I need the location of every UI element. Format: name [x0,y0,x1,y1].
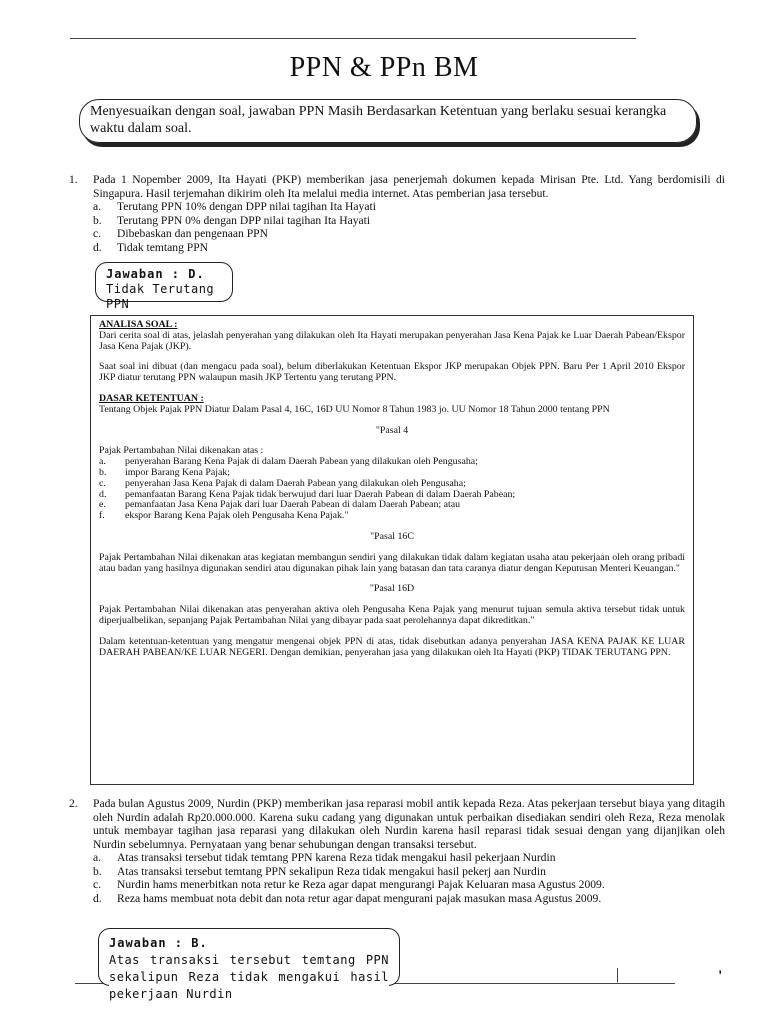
pasal-4-item-e: e. pemanfaatan Jasa Kena Pajak dari luar Daerah Pabean di dalam Daerah Pabean; atau [99,499,461,511]
analysis-paragraph-2: Saat soal ini dibuat (dan mengacu pada soal), belum diberlakukan Ketentuan Ekspor JKP merupakan Objek PPN. Baru Per 1 April 2010 Ekspor JKP diatur terutang PPN walaupun masih JKP Tertentu yang terutang PPN. [99,361,685,384]
pasal-4-item-c: c. penyerahan Jasa Kena Pajak di dalam Daerah Pabean yang dilakukan oleh Pengusaha; [99,477,466,489]
pasal-4-item-f: f. ekspor Barang Kena Pajak oleh Pengusaha Kena Pajak." [99,510,349,522]
pasal-4-item-a: a. penyerahan Barang Kena Pajak di dalam Daerah Pabean yang dilakukan oleh Pengusaha; [99,456,478,468]
option-a: a. Atas transaksi tersebut tidak temtang PPN karena Reza tidak mengakui hasil pekerjaan Nurdin [93,851,556,864]
pasal-16d-title: "Pasal 16D [369,583,415,595]
pasal-16d-text: Pajak Pertambahan Nilai dikenakan atas penyerahan aktiva oleh Pengusaha Kena Pajak yang menurut tujuan semula aktiva tersebut tidak untuk diperjualbelikan, sepanjang Pajak Pertambahan Nilai yang dibayar pada saat perolehannya dapat dikreditkan." [99,604,685,626]
question-text: Pada 1 Nopember 2009, Ita Hayati (PKP) memberikan jasa penerjemah dokumen kepada Mirisan Pte. Ltd. Yang berdomisili di Singapura. Hasil terjemahan dikirim oleh Ita melalui media internet. Atas pemberian jasa tersebut. [93,173,725,200]
legal-basis-text: Tentang Objek Pajak PPN Diatur Dalam Pasal 4, 16C, 16D UU Nomor 8 Tahun 1983 jo. UU Nomor 18 Tahun 2000 tentang PPN [99,403,610,415]
pasal-4-item-d: d. pemanfaatan Barang Kena Pajak tidak berwujud dari luar Daerah Pabean di dalam Daerah Pabean; [99,488,516,500]
legal-basis-heading: DASAR KETENTUAN : [99,392,204,404]
question-number: 2. [69,797,78,810]
answer-box-2 [98,928,400,1001]
pasal-4-title: "Pasal 4 [375,424,409,436]
answer-text: Atas transaksi tersebut temtang PPN sekalipun Reza tidak mengakui hasil pekerjaan Nurdin [109,953,389,1001]
option-d: d. Tidak temtang PPN [93,240,209,254]
question-text: Pada bulan Agustus 2009, Nurdin (PKP) memberikan jasa reparasi mobil antik kepada Reza. Atas pekerjaan tersebut biaya yang ditagih oleh Nurdin adalah Rp20.000.000. Karena suku cadang yang digunakan untuk perbaikan disediakan sendiri oleh Reza, Reza menolak untuk membayar tagihan jasa reparasi yang dilakukan oleh Nurdin karena hasil reparasi tidak sesuai dengan yang dijanjikan oleh Nurdin sebelumnya. Pernyataan yang benar sehubungan dengan transaksi tersebut. [93,797,725,851]
analysis-paragraph-1: Dari cerita soal di atas, jelaslah penyerahan yang dilakukan oleh Ita Hayati merupakan penyerahan Jasa Kena Pajak ke Luar Daerah Pabean/Ekspor Jasa Kena Pajak (JKP). [99,329,685,352]
option-c: c. Dibebaskan dan pengenaan PPN [93,227,269,240]
pasal-16c-title: "Pasal 16C [370,530,414,542]
page-mark-pipe: | [616,966,620,983]
option-b: b. Terutang PPN 0% dengan DPP nilai tagihan Ita Hayati [93,213,371,227]
option-b: b. Atas transaksi tersebut temtang PPN sekalipun Reza tidak mengakui hasil pekerj aan Nurdin [93,864,546,878]
pasal-4-intro: Pajak Pertambahan Nilai dikenakan atas : [99,445,264,457]
question-1 [69,173,725,254]
note-callout [79,99,697,143]
top-rule [70,38,636,39]
question-2 [69,797,725,905]
option-d: d. Reza hams membuat nota debit dan nota retur agar dapat mengurani pajak masukan masa Agustus 2009. [93,891,602,905]
analysis-box [90,315,694,785]
note-text: Menyesuaikan dengan soal, jawaban PPN Masih Berdasarkan Ketentuan yang berlaku sesuai kerangka waktu dalam soal. [90,104,667,136]
pasal-16c-text: Pajak Pertambahan Nilai dikenakan atas kegiatan membangun sendiri yang dilakukan tidak dalam kegiatan usaha atau pekerjaan oleh orang pribadi atau badan yang hasilnya digunakan sendiri atau digunakan pihak lain yang batasan dan tata caranya diatur dengan Keputusan Menteri Keuangan." [99,551,685,574]
page-title: PPN & PPn BM [289,52,479,83]
question-number: 1. [69,173,78,186]
answer-text: Tidak Terutang PPN [106,282,215,311]
pasal-4-item-b: b. impor Barang Kena Pajak; [99,466,231,478]
analysis-conclusion: Dalam ketentuan-ketentuan yang mengatur mengenai objek PPN di atas, tidak disebutkan adanya penyerahan JASA KENA PAJAK KE LUAR DAERAH PABEAN/KE LUAR NEGERI. Dengan demikian, penyerahan jasa yang dilakukan oleh Ita Hayati (PKP) TIDAK TERUTANG PPN. [99,635,685,658]
answer-heading: Jawaban : D. [106,267,205,281]
answer-heading: Jawaban : B. [109,936,208,950]
option-a: a. Terutang PPN 10% dengan DPP nilai tagihan Ita Hayati [93,200,376,213]
answer-box-1 [95,262,233,311]
analysis-heading: ANALISA SOAL : [99,319,178,330]
option-c: c. Nurdin hams menerbitkan nota retur ke Reza agar dapat mengurangi Pajak Keluaran masa Agustus 2009. [93,878,605,891]
page-mark-tick: ' [718,968,723,985]
